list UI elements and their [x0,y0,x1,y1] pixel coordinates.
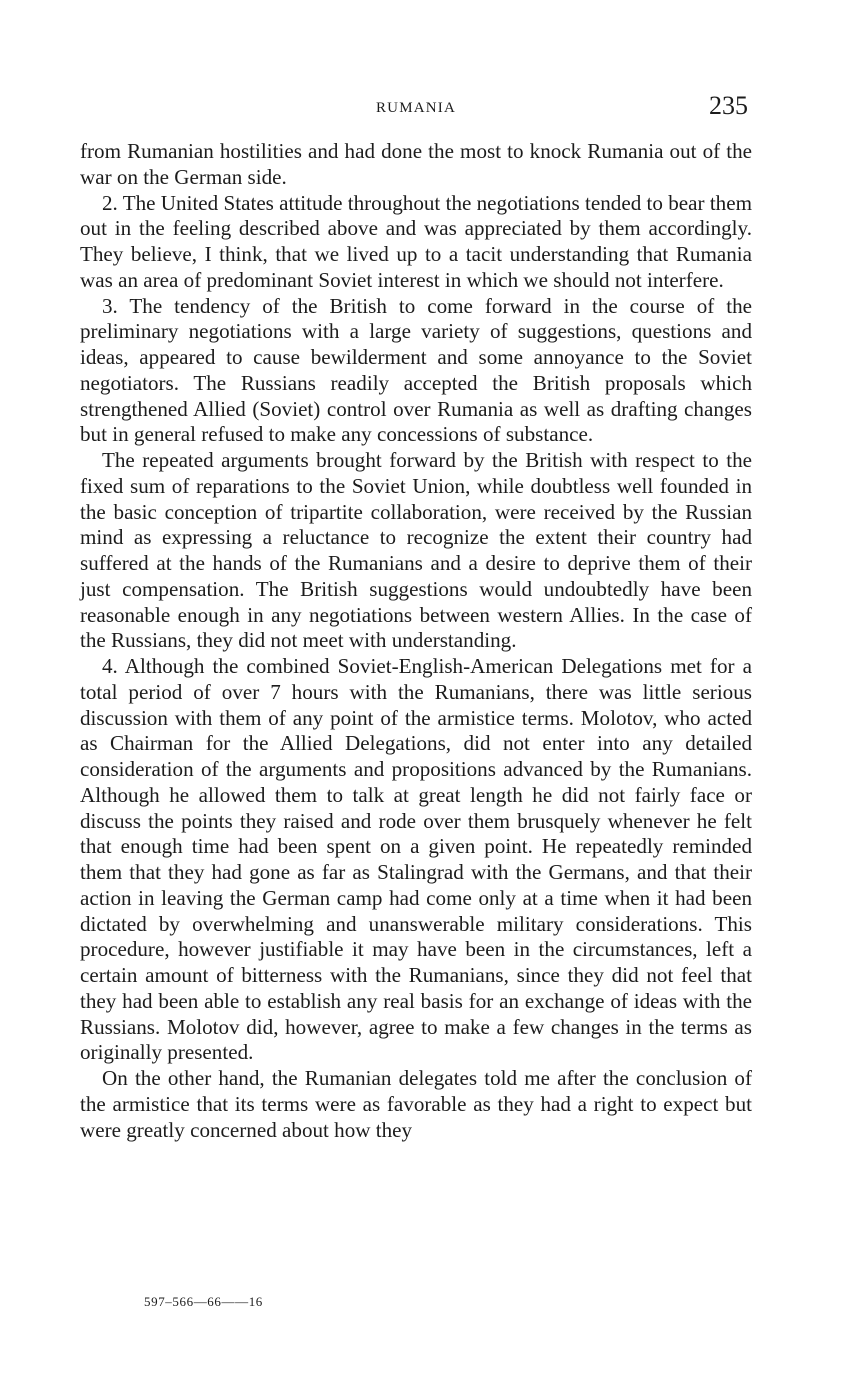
paragraph-reparations: The repeated arguments brought forward by the British with respect to the fixed sum of reparations to the Soviet Union, while doubtless well founded in the basic conception of tripartite collaboration, were received by the Russian mind as expressing a reluctance to recognize the extent their country had suffered at the hands of the Rumanians and a desire to deprive them of their just compensation. The British suggestions would undoubtedly have been reasonable enough in any negotiations between western Allies. In the case of the Russians, they did not meet with understanding. [80,448,752,653]
paragraph-other-hand: On the other hand, the Rumanian delegates told me after the conclusion of the armistice that its terms were as favorable as they had a right to expect but were greatly concerned about how they [80,1066,752,1142]
print-code: 597–566—66——16 [144,1294,263,1309]
paragraph-point-2: 2. The United States attitude throughout the negotiations tended to bear them out in the feeling described above and was appreciated by them accordingly. They believe, I think, that we lived up to a tacit understanding that Rumania was an area of predominant Soviet interest in which we should not interfere. [80,190,752,292]
running-head [80,91,752,126]
paragraph-continuation: from Rumanian hostilities and had done the most to knock Rumania out of the war on the German side. [80,139,752,189]
body-text [80,139,752,1143]
paragraph-point-3: 3. The tendency of the British to come forward in the course of the preliminary negotiations with a large variety of suggestions, questions and ideas, appeared to cause bewilderment and some annoyance to the Soviet negotiators. The Russians readily accepted the British proposals which strengthened Allied (Soviet) control over Rumania as well as drafting changes but in general refused to make any concessions of substance. [80,293,752,447]
page-number: 235 [709,91,748,120]
paragraph-point-4: 4. Although the combined Soviet-English-American Delegations met for a total period of over 7 hours with the Rumanians, there was little serious discussion with them of any point of the armistice terms. Molotov, who acted as Chairman for the Allied Delegations, did not enter into any detailed consideration of the arguments and propositions advanced by the Rumanians. Although he allowed them to talk at great length he did not fairly face or discuss the points they raised and rode over them brusquely whenever he felt that enough time had been spent on a given point. He repeatedly reminded them that they had gone as far as Stalingrad with the Germans, and that their action in leaving the German camp had come only at a time when it had been dictated by overwhelming and unanswerable military considerations. This procedure, however justifiable it may have been in the circumstances, left a certain amount of bitterness with the Rumanians, since they did not feel that they had been able to establish any real basis for an exchange of ideas with the Russians. Molotov did, however, agree to make a few changes in the terms as originally presented. [80,654,752,1065]
running-title: RUMANIA [375,100,457,116]
